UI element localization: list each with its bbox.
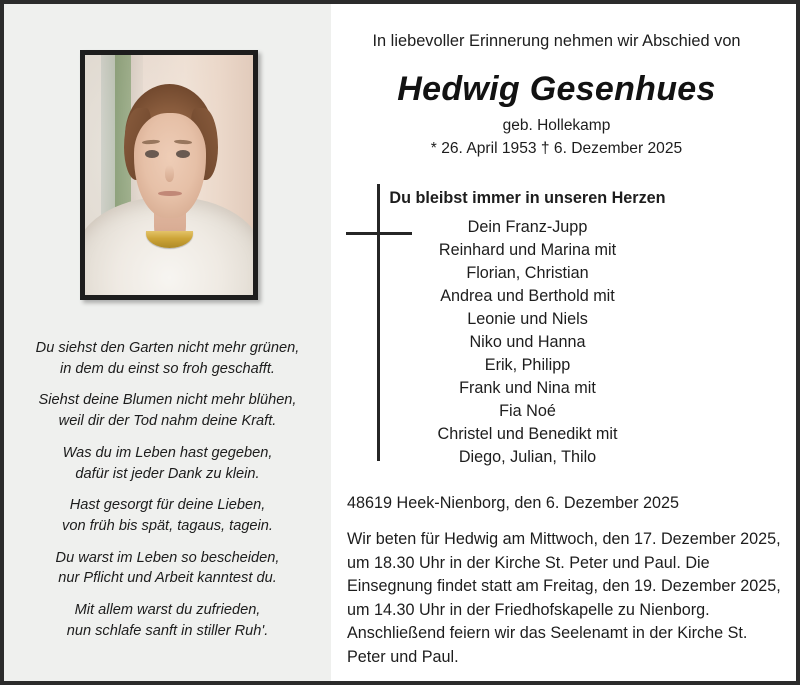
poem-stanza <box>12 338 323 379</box>
photo-mouth <box>158 191 182 196</box>
poem-line: Du warst im Leben so bescheiden, <box>55 549 280 566</box>
poem-line: Mit allem warst du zufrieden, <box>74 602 261 619</box>
birth-death-dates: * 26. April 1953 † 6. Dezember 2025 <box>430 140 683 157</box>
poem-line: dafür ist jeder Dank zu klein. <box>75 465 260 482</box>
poem-stanza <box>12 443 323 484</box>
family-member: Erik, Philipp <box>484 356 571 374</box>
family-member: Fia Noé <box>499 402 556 420</box>
poem-stanza <box>12 548 323 589</box>
family-list <box>331 216 724 469</box>
memorial-poem <box>12 338 323 642</box>
memorial-heading: Du bleibst immer in unseren Herzen <box>389 189 666 207</box>
maiden-name: geb. Hollekamp <box>502 117 611 134</box>
family-member: Andrea und Berthold mit <box>440 287 615 305</box>
portrait-photo <box>85 55 253 295</box>
family-member: Frank und Nina mit <box>459 379 596 397</box>
poem-line: Was du im Leben hast gegeben, <box>62 444 273 461</box>
photo-eye-left <box>145 150 159 158</box>
poem-line: weil dir der Tod nahm deine Kraft. <box>58 413 277 430</box>
poem-line: Hast gesorgt für deine Lieben, <box>69 497 266 514</box>
poem-stanza <box>12 495 323 536</box>
family-member: Diego, Julian, Thilo <box>458 448 597 466</box>
family-member: Christel und Benedikt mit <box>437 425 618 443</box>
lead-text: In liebevoller Erinnerung nehmen wir Abschied von <box>372 32 741 50</box>
service-details: Wir beten für Hedwig am Mittwoch, den 17. Dezember 2025, um 18.30 Uhr in der Kirche St. Peter und Paul. Die Einsegnung findet statt am Freitag, den 19. Dezember 2025, um 14.30 Uhr in der Friedhofskapelle zu Nienborg. Anschließend feiern wir das Seelenamt in der Kirche St. Peter und Paul. <box>347 530 781 666</box>
right-panel <box>331 4 796 681</box>
left-panel <box>4 4 331 681</box>
poem-stanza <box>12 390 323 431</box>
poem-line: nur Pflicht und Arbeit kanntest du. <box>58 570 277 587</box>
poem-line: Du siehst den Garten nicht mehr grünen, <box>35 340 300 356</box>
poem-line: Siehst deine Blumen nicht mehr blühen, <box>38 392 297 409</box>
portrait-photo-frame <box>80 50 258 300</box>
poem-line: nun schlafe sanft in stiller Ruh'. <box>66 622 269 639</box>
place-and-date: 48619 Heek-Nienborg, den 6. Dezember 2025 <box>347 494 680 512</box>
family-member: Niko und Hanna <box>469 333 586 351</box>
poem-line: in dem du einst so froh geschafft. <box>60 360 275 377</box>
poem-line: von früh bis spät, tagaus, tagein. <box>62 518 273 535</box>
family-member: Leonie und Niels <box>467 310 588 328</box>
family-member: Reinhard und Marina mit <box>438 241 617 259</box>
poem-stanza <box>12 600 323 641</box>
photo-nose <box>165 165 174 182</box>
deceased-name: Hedwig Gesenhues <box>397 70 716 108</box>
family-member: Dein Franz-Jupp <box>467 218 588 236</box>
family-member: Florian, Christian <box>466 264 589 282</box>
photo-eye-right <box>176 150 190 158</box>
